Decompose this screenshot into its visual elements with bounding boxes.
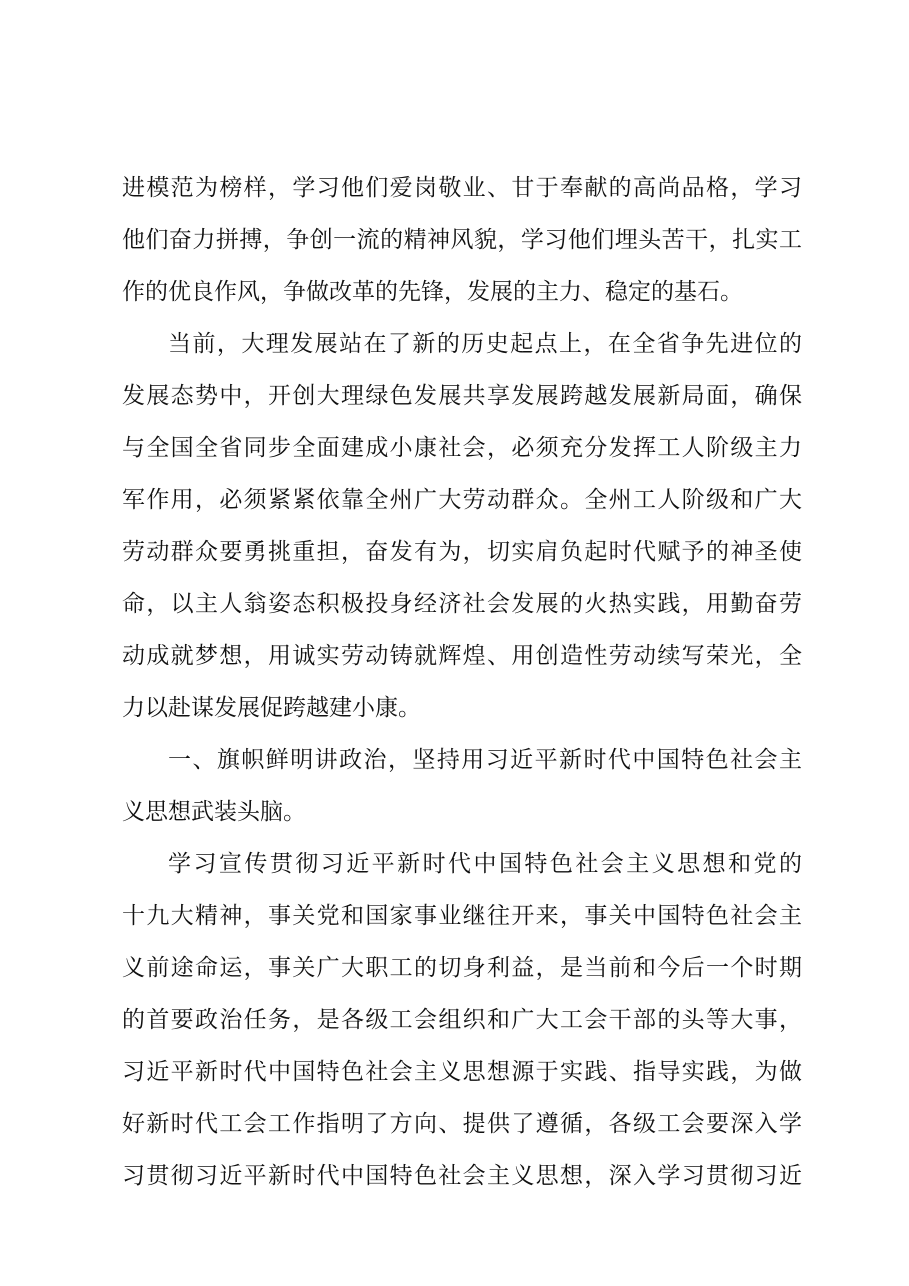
section-heading: 一、旗帜鲜明讲政治，坚持用习近平新时代中国特色社会主 xyxy=(168,747,802,773)
text-line: 命，以主人翁姿态积极投身经济社会发展的火热实践，用勤奋劳 xyxy=(122,591,802,617)
text-line: 习近平新时代中国特色社会主义思想源于实践、指导实践，为做 xyxy=(122,1059,802,1085)
text-line: 习贯彻习近平新时代中国特色社会主义思想，深入学习贯彻习近 xyxy=(122,1163,802,1189)
paragraph-first-line: 当前，大理发展站在了新的历史起点上，在全省争先进位的 xyxy=(168,331,802,357)
text-line: 与全国全省同步全面建成小康社会，必须充分发挥工人阶级主力 xyxy=(122,435,802,461)
text-line: 发展态势中，开创大理绿色发展共享发展跨越发展新局面，确保 xyxy=(122,383,802,409)
text-line: 他们奋力拼搏，争创一流的精神风貌，学习他们埋头苦干，扎实工 xyxy=(122,227,802,253)
text-line: 力以赴谋发展促跨越建小康。 xyxy=(122,695,421,721)
text-line: 好新时代工会工作指明了方向、提供了遵循，各级工会要深入学 xyxy=(122,1111,802,1137)
text-line: 作的优良作风，争做改革的先锋，发展的主力、稳定的基石。 xyxy=(122,279,743,305)
text-line: 的首要政治任务，是各级工会组织和广大工会干部的头等大事， xyxy=(122,1007,802,1033)
text-line: 义前途命运，事关广大职工的切身利益，是当前和今后一个时期 xyxy=(122,955,802,981)
text-line: 进模范为榜样，学习他们爱岗敬业、甘于奉献的高尚品格，学习 xyxy=(122,175,802,201)
text-line: 动成就梦想，用诚实劳动铸就辉煌、用创造性劳动续写荣光，全 xyxy=(122,643,802,669)
text-line: 十九大精神，事关党和国家事业继往开来，事关中国特色社会主 xyxy=(122,903,802,929)
section-heading-continued: 义思想武装头脑。 xyxy=(122,799,306,825)
text-line: 劳动群众要勇挑重担，奋发有为，切实肩负起时代赋予的神圣使 xyxy=(122,539,802,565)
paragraph-first-line: 学习宣传贯彻习近平新时代中国特色社会主义思想和党的 xyxy=(168,851,802,877)
text-line: 军作用，必须紧紧依靠全州广大劳动群众。全州工人阶级和广大 xyxy=(122,487,802,513)
